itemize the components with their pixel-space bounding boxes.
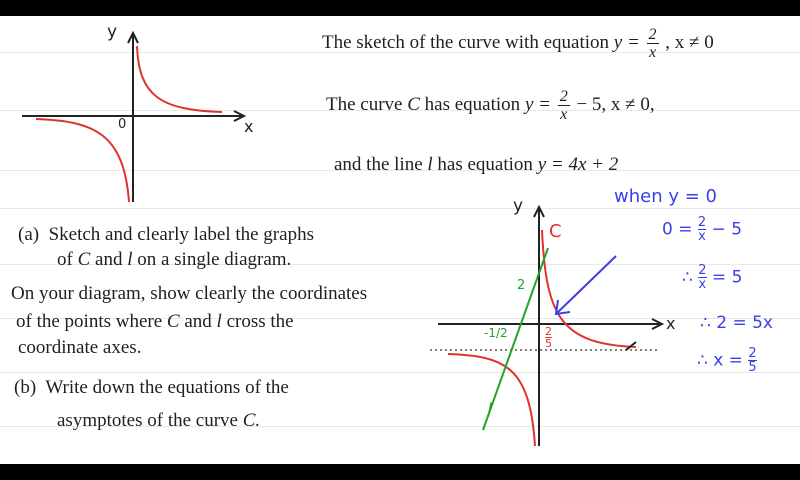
curve-x-intercept-label: 2 5 bbox=[545, 325, 552, 350]
question-a-instruction-2: of the points where C and l cross the bbox=[16, 311, 294, 332]
question-a-line-1: (a) Sketch and clearly label the graphs bbox=[18, 224, 314, 245]
bottom-x-axis-label: x bbox=[666, 314, 676, 333]
question-a-line-2: of C and l on a single diagram. bbox=[57, 249, 292, 270]
question-b-line-2: asymptotes of the curve C. bbox=[57, 410, 261, 431]
statement-line-3: and the line l has equation y = 4x + 2 bbox=[334, 154, 619, 175]
curve-c-right-branch bbox=[542, 230, 636, 350]
working-line-1: when y = 0 bbox=[614, 186, 717, 207]
statement-fraction-1: $\frac{2}{x}$ bbox=[648, 26, 657, 61]
top-origin-label: 0 bbox=[118, 117, 127, 132]
statement-fraction-2: $\frac{2}{x}$ bbox=[559, 88, 568, 123]
top-y-axis-label: y bbox=[107, 22, 118, 42]
bottom-y-axis-label: y bbox=[513, 196, 524, 216]
annotation-arrow bbox=[556, 256, 616, 314]
question-b-line-1: (b) Write down the equations of the bbox=[14, 377, 289, 398]
statement-line-1: The sketch of the curve with equation y = $\frac{2}{x}$ , x ≠ 0 bbox=[322, 26, 714, 61]
question-a-instruction-3: coordinate axes. bbox=[18, 337, 142, 358]
line-x-intercept-label: -1/2 bbox=[484, 326, 508, 340]
statement-line-2: The curve C has equation y = $\frac{2}{x}$ − 5, x ≠ 0, bbox=[326, 88, 655, 123]
working-line-5: ∴ x = $\frac{2}{5}$ bbox=[697, 346, 757, 375]
question-a-instruction-1: On your diagram, show clearly the coordinates bbox=[11, 283, 368, 304]
working-line-3: ∴ $\frac{2}{x}$ = 5 bbox=[682, 263, 743, 292]
working-line-4: ∴ 2 = 5x bbox=[700, 313, 773, 333]
y-intercept-label: 2 bbox=[517, 278, 526, 293]
line-l-label: l bbox=[487, 400, 493, 421]
working-line-2: 0 = $\frac{2}{x}$ − 5 bbox=[662, 215, 743, 244]
curve-c-label: C bbox=[549, 221, 562, 242]
worksheet-page bbox=[0, 16, 800, 464]
top-x-axis-label: x bbox=[244, 117, 254, 136]
